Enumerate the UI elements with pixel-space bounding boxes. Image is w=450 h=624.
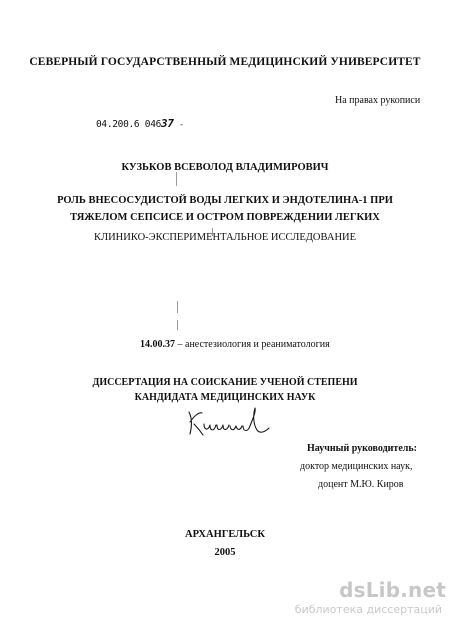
registration-code-prefix: 04.200.6 046 [96, 119, 162, 130]
author-signature [183, 404, 273, 438]
thesis-title-line-1: РОЛЬ ВНЕСОСУДИСТОЙ ВОДЫ ЛЕГКИХ И ЭНДОТЕЛИНА-1 ПРИ [57, 195, 393, 206]
registration-code: 04.200.6 04637 - [96, 117, 184, 130]
registration-code-suffix: 37 [161, 117, 174, 130]
scan-mark [177, 301, 178, 313]
scan-mark [177, 320, 178, 330]
dissertation-line-1: ДИССЕРТАЦИЯ НА СОИСКАНИЕ УЧЕНОЙ СТЕПЕНИ [92, 377, 358, 388]
watermark-logo: dsLib.net [339, 578, 446, 602]
thesis-title-line-2: ТЯЖЕЛОМ СЕПСИСЕ И ОСТРОМ ПОВРЕЖДЕНИИ ЛЕГКИХ [70, 212, 380, 223]
supervisor-label: Научный руководитель: [307, 443, 417, 454]
university-name: СЕВЕРНЫЙ ГОСУДАРСТВЕННЫЙ МЕДИЦИНСКИЙ УНИВЕРСИТЕТ [29, 56, 421, 68]
manuscript-rights-note: На правах рукописи [335, 95, 421, 106]
specialty [140, 340, 330, 350]
dissertation-line-2: КАНДИДАТА МЕДИЦИНСКИХ НАУК [134, 392, 316, 403]
thesis-subtitle: КЛИНИКО-ЭКСПЕРИМЕНТАЛЬНОЕ ИССЛЕДОВАНИЕ [93, 232, 357, 243]
watermark [294, 578, 446, 620]
author-name: КУЗЬКОВ ВСЕВОЛОД ВЛАДИМИРОВИЧ [121, 162, 329, 173]
specialty-name: – анестезиология и реаниматология [175, 339, 330, 350]
supervisor-name: доцент М.Ю. Киров [318, 479, 404, 490]
watermark-caption: библиотека диссертаций [294, 603, 442, 616]
scan-mark [176, 172, 177, 186]
specialty-code: 14.00.37 [140, 339, 175, 350]
supervisor-degree: доктор медицинских наук, [300, 461, 413, 472]
publication-year: 2005 [214, 547, 236, 558]
publication-city: АРХАНГЕЛЬСК [184, 529, 266, 540]
